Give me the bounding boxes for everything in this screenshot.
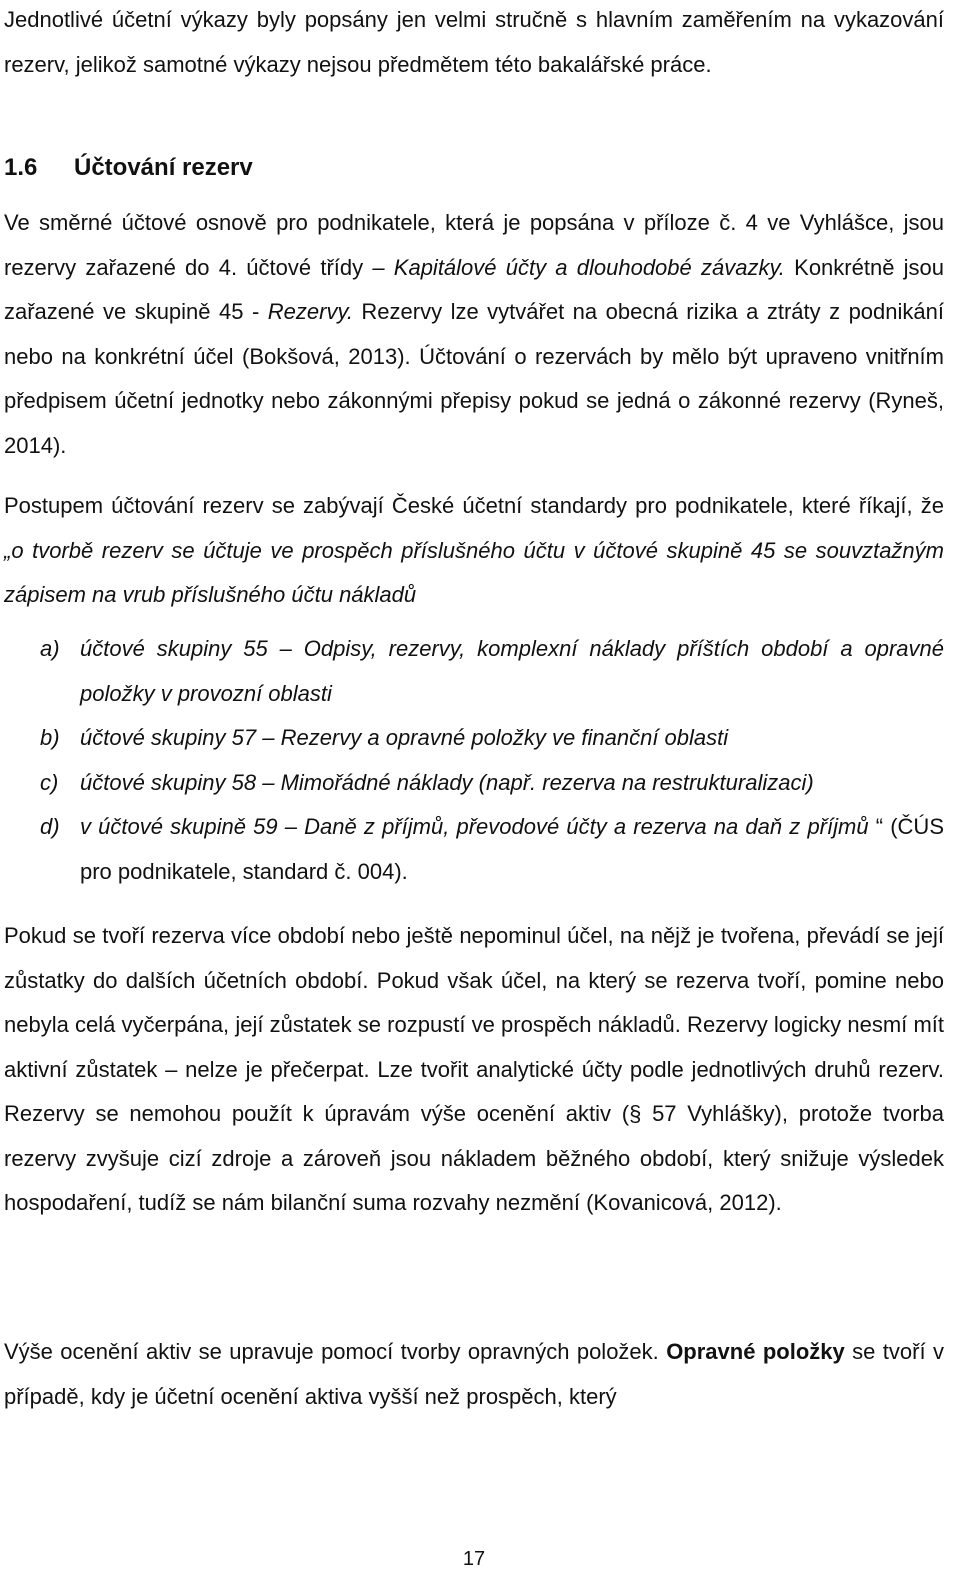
- italic-run: Rezervy.: [267, 299, 353, 324]
- list-item: [40, 761, 944, 806]
- section-number: 1.6: [4, 154, 38, 181]
- section-heading: [4, 146, 253, 190]
- list-marker: c): [40, 769, 59, 795]
- intro-paragraph: Jednotlivé účetní výkazy byly popsány jen velmi stručně s hlavním zaměřením na vykazování rezerv, jelikož samotné výkazy nejsou předmětem této bakalářské práce.: [4, 7, 944, 77]
- italic-run: – Kapitálové účty a dlouhodobé závazky.: [372, 254, 785, 280]
- list-marker: a): [40, 636, 60, 661]
- paragraph-chart-of-accounts: [4, 201, 944, 468]
- paragraph-allowances: [4, 1330, 944, 1419]
- text-run: Výše ocenění aktiv se upravuje pomocí tvorby opravných položek.: [4, 1339, 667, 1364]
- list-item-text: v účtové skupině 59 – Daně z příjmů, převodové účty a rezerva na daň z příjmů: [80, 814, 876, 839]
- italic-quote: „o tvorbě rezerv se účtuje ve prospěch příslušného účtu v účtové skupině 45 se souvztažným zápisem na vrub příslušného účtu nákladů: [4, 537, 944, 607]
- account-groups-list: [40, 627, 944, 894]
- list-marker: d): [40, 814, 60, 839]
- list-item: [40, 716, 944, 761]
- list-item-text: účtové skupiny 58 – Mimořádné náklady (např. rezerva na restrukturalizaci): [80, 769, 814, 795]
- bold-term: Opravné položky: [666, 1339, 845, 1364]
- list-item-text: účtové skupiny 55 – Odpisy, rezervy, komplexní náklady příštích období a opravné položky v provozní oblasti: [80, 636, 944, 706]
- text-run: Konkrétně jsou zařazené ve skupině 45 -: [4, 254, 945, 324]
- list-item-text: účtové skupiny 57 – Rezervy a opravné položky ve finanční oblasti: [80, 725, 729, 750]
- paragraph-reserve-rules: Pokud se tvoří rezerva více období nebo ještě nepominul účel, na nějž je tvořena, převádí se její zůstatky do dalších účetních období. Pokud však účel, na který se rezerva tvoří, pomine nebo nebyla celá vyčerpána, její zůstatek se rozpustí ve prospěch nákladů. Rezervy logicky nesmí mít aktivní zůstatek – nelze je přečerpat. Lze tvořit analytické účty podle jednotlivých druhů rezerv. Rezervy se nemohou použít k úpravám výše ocenění aktiv (§ 57 Vyhlášky), protože tvorba rezervy zvyšuje cizí zdroje a zároveň jsou nákladem běžného období, který snižuje výsledek hospodaření, tudíž se nám bilanční suma rozvahy nezmění (Kovanicová, 2012).: [4, 923, 944, 1215]
- text-run: Ve směrné účtové osnově pro podnikatele, která je popsána v příloze č. 4 ve Vyhlášce, jsou rezervy zařazené do 4. účtové třídy: [4, 210, 944, 280]
- list-marker: b): [40, 725, 60, 750]
- citation-tail: “ (ČÚS pro podnikatele, standard č. 004).: [80, 814, 944, 884]
- paragraph-cas-standards: [4, 484, 944, 618]
- page-number: 17: [462, 1548, 486, 1570]
- text-run: Postupem účtování rezerv se zabývají České účetní standardy pro podnikatele, které říkají, že: [4, 493, 944, 518]
- section-title: Účtování rezerv: [74, 154, 253, 181]
- text-run: Rezervy lze vytvářet na obecná rizika a ztráty z podnikání nebo na konkrétní účel (Bokšová, 2013). Účtování o rezervách by mělo být upraveno vnitřním předpisem účetní jednotky nebo zákonnými přepisy pokud se jedná o zákonné rezervy (Ryneš, 2014).: [4, 299, 944, 458]
- list-item: [40, 805, 944, 894]
- text-run: se tvoří v případě, kdy je účetní ocenění aktiva vyšší než prospěch, který: [4, 1339, 944, 1409]
- list-item: [40, 627, 944, 716]
